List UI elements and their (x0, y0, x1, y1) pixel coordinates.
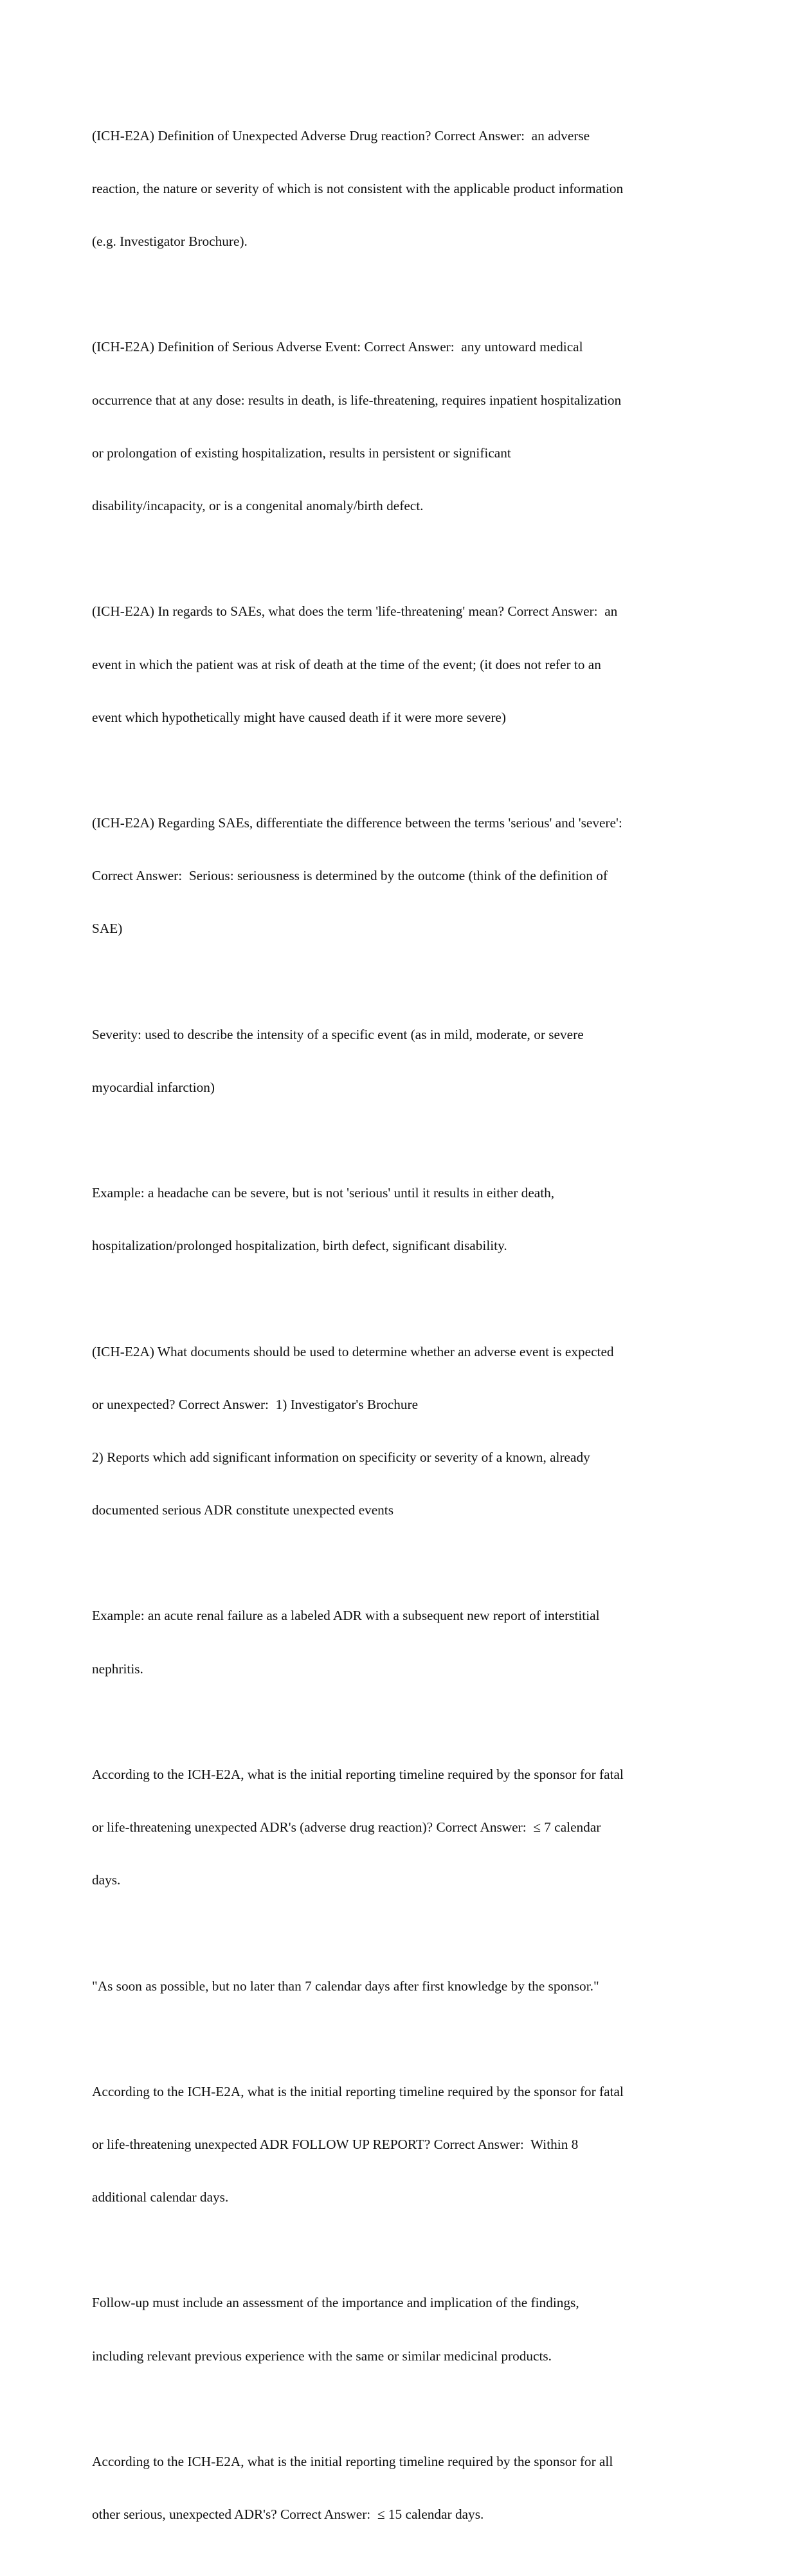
paragraph-headache-example (92, 1149, 690, 1290)
document-page (92, 92, 690, 2576)
text-line: (ICH-E2A) What documents should be used to determine whether an adverse event is expected (92, 1343, 614, 1359)
text-line: days. (92, 1872, 121, 1888)
paragraph-15-day-timeline (92, 2418, 690, 2559)
paragraph-life-threatening (92, 568, 690, 762)
text-line: (ICH-E2A) In regards to SAEs, what does the term 'life-threatening' mean? Correct Answer: an (92, 603, 618, 620)
text-line: reaction, the nature or severity of which is not consistent with the applicable product information (92, 181, 624, 197)
paragraph-severity (92, 991, 690, 1132)
text-line: nephritis. (92, 1661, 143, 1677)
text-line: Example: an acute renal failure as a labeled ADR with a subsequent new report of interstitial (92, 1608, 600, 1624)
text-line: 2) Reports which add significant information on specificity or severity of a known, already (92, 1449, 590, 1465)
text-line: According to the ICH-E2A, what is the initial reporting timeline required by the sponsor for all (92, 2453, 613, 2469)
text-line: disability/incapacity, or is a congenital anomaly/birth defect. (92, 498, 424, 514)
paragraph-renal-example (92, 1572, 690, 1713)
text-line: or unexpected? Correct Answer: 1) Investigator's Brochure (92, 1396, 419, 1412)
paragraph-unexpected-adr-definition (92, 92, 690, 286)
paragraph-as-soon-as-possible-quote (92, 1942, 690, 2030)
text-line: documented serious ADR constitute unexpected events (92, 1502, 394, 1518)
paragraph-sae-definition (92, 304, 690, 551)
text-line: including relevant previous experience with the same or similar medicinal products. (92, 2348, 552, 2364)
text-line: or life-threatening unexpected ADR's (adverse drug reaction)? Correct Answer: ≤ 7 calendar (92, 1819, 601, 1835)
text-line: hospitalization/prolonged hospitalization, birth defect, significant disability. (92, 1238, 507, 1254)
text-line: (ICH-E2A) Regarding SAEs, differentiate the difference between the terms 'serious' and 'severe': (92, 815, 622, 831)
text-line: or life-threatening unexpected ADR FOLLOW UP REPORT? Correct Answer: Within 8 (92, 2136, 579, 2152)
text-line: Follow-up must include an assessment of the importance and implication of the findings, (92, 2295, 579, 2311)
text-line: event which hypothetically might have caused death if it were more severe) (92, 709, 506, 725)
text-line: additional calendar days. (92, 2189, 229, 2205)
paragraph-follow-up-content (92, 2259, 690, 2400)
paragraph-follow-up-timeline (92, 2048, 690, 2241)
text-line: Correct Answer: Serious: seriousness is determined by the outcome (think of the definition of (92, 868, 608, 884)
text-line: or prolongation of existing hospitalization, results in persistent or significant (92, 445, 511, 461)
text-line: (ICH-E2A) Definition of Serious Adverse Event: Correct Answer: any untoward medical (92, 339, 583, 355)
text-line: other serious, unexpected ADR's? Correct Answer: ≤ 15 calendar days. (92, 2507, 484, 2523)
text-line: SAE) (92, 921, 123, 937)
text-line: According to the ICH-E2A, what is the initial reporting timeline required by the sponsor for fatal (92, 2083, 624, 2099)
text-line: Example: a headache can be severe, but is not 'serious' until it results in either death, (92, 1185, 555, 1201)
paragraph-serious-vs-severe (92, 779, 690, 973)
paragraph-expected-documents (92, 1308, 690, 1555)
text-line: occurrence that at any dose: results in death, is life-threatening, requires inpatient hospitalization (92, 392, 622, 408)
text-line: Severity: used to describe the intensity of a specific event (as in mild, moderate, or severe (92, 1026, 584, 1042)
text-line: event in which the patient was at risk of death at the time of the event; (it does not refer to an (92, 656, 601, 672)
text-line: According to the ICH-E2A, what is the initial reporting timeline required by the sponsor for fatal (92, 1766, 624, 1782)
text-line: "As soon as possible, but no later than 7 calendar days after first knowledge by the sponsor." (92, 1978, 599, 1994)
text-line: (ICH-E2A) Definition of Unexpected Adverse Drug reaction? Correct Answer: an adverse (92, 127, 590, 143)
paragraph-7-day-timeline (92, 1731, 690, 1924)
text-line: (e.g. Investigator Brochure). (92, 234, 248, 250)
text-line: myocardial infarction) (92, 1079, 215, 1095)
